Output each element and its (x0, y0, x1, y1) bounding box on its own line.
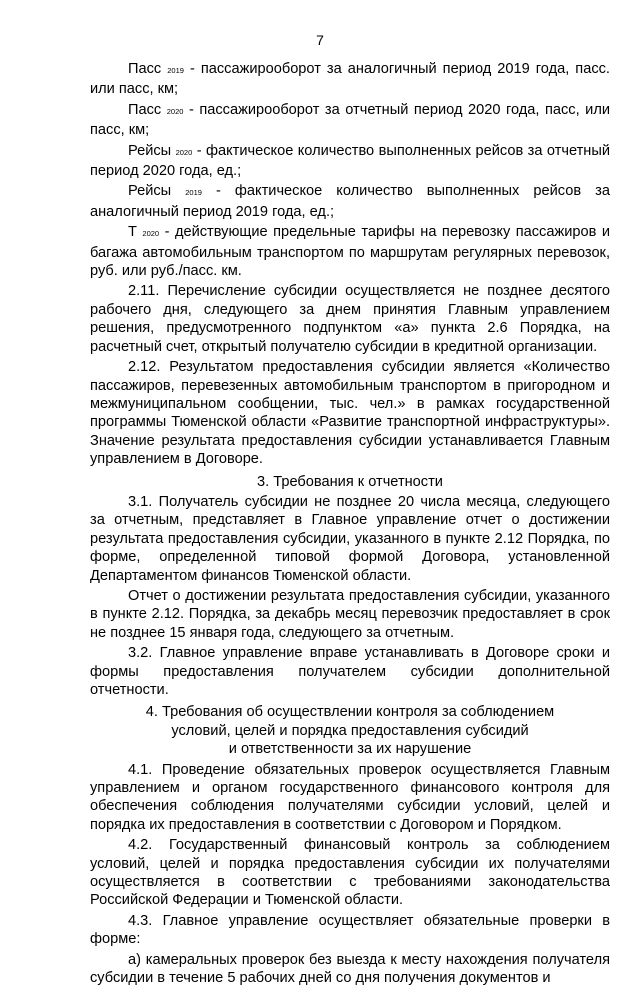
section-heading-4 (90, 703, 610, 758)
page-number: 7 (316, 32, 324, 48)
term-subscript: 2020 (175, 147, 193, 157)
definition-pass-2019 (90, 60, 610, 99)
definition-pass-2020 (90, 101, 610, 140)
paragraph-4-1: 4.1. Проведение обязательных проверок осуществляется Главным управлением и органом государственного финансового контроля для обеспечения соблюдения получателями субсидии условий, целей и порядка их предоставления в соответствии с Договором и Порядком. (90, 761, 610, 833)
term-definition: - фактическое количество выполненных рейсов за отчетный период 2020 года, ед.; (90, 142, 611, 180)
term-definition: - действующие предельные тарифы на перевозку пассажиров и багажа автомобильным транспортом по маршрутам регулярных перевозок, руб. или руб./пасс. км. (90, 224, 611, 280)
section-heading-3: 3. Требования к отчетности (257, 473, 443, 490)
term-label: Рейсы (128, 183, 172, 200)
paragraph-2-11: 2.11. Перечисление субсидии осуществляется не позднее десятого рабочего дня, следующего за днем принятия Главным управлением решения, предусмотренного подпунктом «а» пункта 2.6 Порядка, на расчетный счет, открытый получателю субсидии в кредитной организации. (90, 283, 610, 355)
definition-tariff-2020 (90, 223, 610, 280)
paragraph-3-1-report: Отчет о достижении результата предоставления субсидии, указанного в пункте 2.12. Порядка, за декабрь месяц перевозчик предоставляет в срок не позднее 15 января года, следующего за отчетным. (90, 587, 610, 641)
paragraph-3-2: 3.2. Главное управление вправе устанавливать в Договоре сроки и формы предоставления получателем субсидии дополнительной отчетности. (90, 645, 610, 698)
heading-line: и ответственности за их нарушение (228, 741, 472, 758)
term-label: Пасс (128, 61, 162, 77)
definition-reisy-2020 (90, 142, 610, 181)
paragraph-4-2: 4.2. Государственный финансовый контроль за соблюдением условий, целей и порядка предоставления субсидии их получателями осуществляется в соответствии с требованиями законодательства Российской Федерации и Тюменской области. (90, 837, 610, 909)
heading-line: 4. Требования об осуществлении контроля за соблюдением (145, 704, 555, 721)
term-subscript: 2019 (185, 188, 202, 198)
document-body (90, 60, 610, 990)
term-subscript: 2020 (166, 106, 184, 116)
paragraph-4-3-a: а) камеральных проверок без выезда к месту нахождения получателя субсидии в течение 5 рабочих дней со дня получения документов и (90, 951, 610, 987)
term-label: Т (128, 224, 137, 241)
term-subscript: 2019 (167, 66, 184, 75)
term-subscript: 2020 (142, 229, 160, 239)
heading-line: условий, целей и порядка предоставления субсидий (171, 722, 529, 739)
paragraph-2-12: 2.12. Результатом предоставления субсидии является «Количество пассажиров, перевезенных автомобильным транспортом в пригородном и межмуниципальном сообщении, тыс. чел.» в рамках государственной программы Тюменской области «Развитие транспортной инфраструктуры». Значение результата предоставления субсидии устанавливается Главным управлением в Договоре. (90, 359, 610, 468)
term-definition: - пассажирооборот за отчетный период 2020 года, пасс, или пасс, км; (90, 101, 610, 139)
paragraph-3-1: 3.1. Получатель субсидии не позднее 20 числа месяца, следующего за отчетным, представляет в Главное управление отчет о достижении результата предоставления субсидии, указанного в пункте 2.12 Порядка, по форме, определенной типовой формой Договора, установленной Департаментом финансов Тюменской области. (90, 493, 610, 584)
term-label: Рейсы (128, 142, 172, 159)
term-label: Пасс (128, 101, 162, 118)
term-definition: - пассажирооборот за аналогичный период 2019 года, пасс. или пасс, км; (90, 61, 610, 98)
term-definition: - фактическое количество выполненных рейсов за аналогичный период 2019 года, ед.; (90, 183, 610, 220)
definition-reisy-2019 (90, 182, 610, 221)
paragraph-4-3: 4.3. Главное управление осуществляет обязательные проверки в форме: (90, 912, 610, 948)
